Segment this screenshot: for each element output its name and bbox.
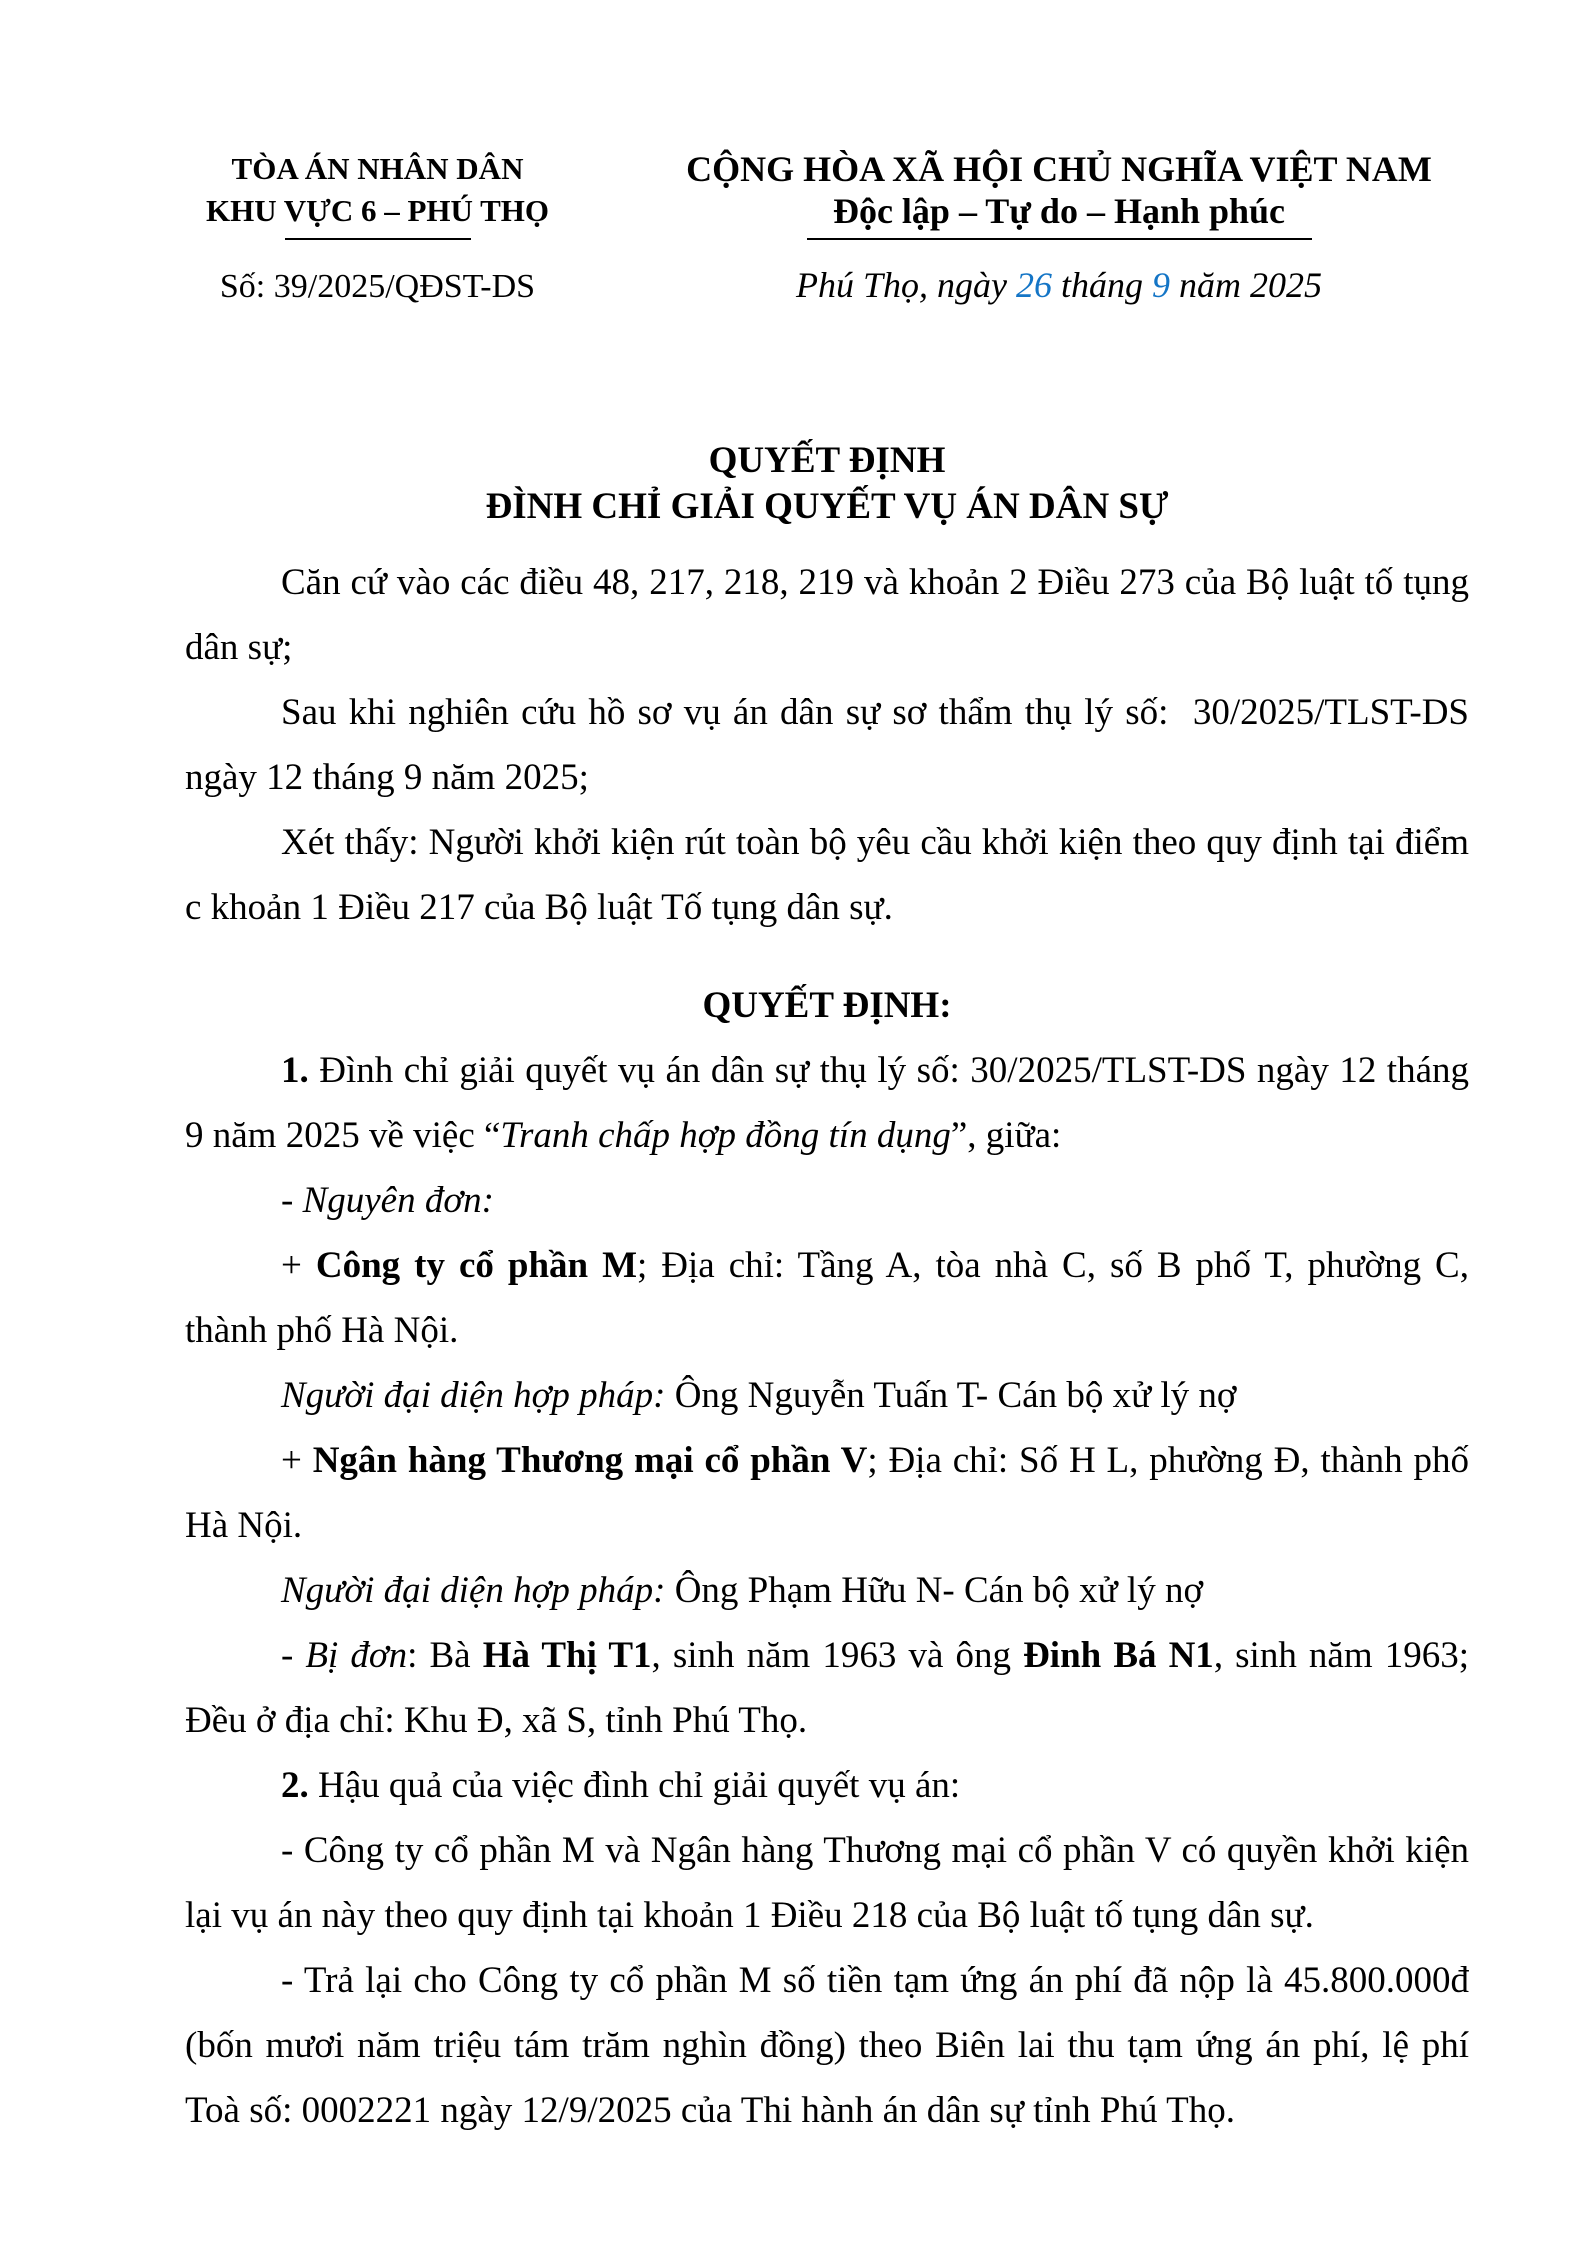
paragraph bbox=[185, 1168, 1469, 1233]
court-header-block bbox=[185, 148, 570, 310]
text-run: - bbox=[281, 1635, 306, 1676]
paragraph bbox=[185, 1818, 1469, 1948]
republic-name-line: CỘNG HÒA XÃ HỘI CHỦ NGHĨA VIỆT NAM bbox=[686, 149, 1432, 189]
text-run: 9 bbox=[1152, 265, 1170, 305]
republic-header-rule bbox=[807, 238, 1312, 240]
court-name-line1: TÒA ÁN NHÂN DÂN bbox=[231, 151, 524, 186]
paragraph bbox=[185, 1428, 1469, 1558]
text-run: - Nguyên đơn: bbox=[281, 1180, 494, 1221]
text-run: ; Địa chỉ: Số H L, phường Đ, thành phố Hà Nội. bbox=[185, 1440, 1469, 1546]
paragraph bbox=[185, 810, 1469, 940]
text-run: Phú Thọ, ngày bbox=[795, 265, 1016, 305]
document-title bbox=[185, 438, 1469, 530]
section-heading bbox=[185, 973, 1469, 1038]
text-run: : Bà bbox=[407, 1635, 483, 1676]
paragraph bbox=[185, 1753, 1469, 1818]
paragraph bbox=[185, 1233, 1469, 1363]
text-run: , sinh năm 1963 và ông bbox=[651, 1635, 1024, 1676]
text-run: Ông Nguyễn Tuấn T- Cán bộ xử lý nợ bbox=[665, 1375, 1237, 1416]
paragraph bbox=[185, 1948, 1469, 2143]
text-run: Đình chỉ giải quyết vụ án dân sự thụ lý số: 30/2025/TLST-DS ngày 12 tháng 9 năm 2025 về việc “ bbox=[185, 1050, 1469, 1156]
text-run: Người đại diện hợp pháp: bbox=[281, 1375, 666, 1416]
text-run: - Công ty cổ phần M và Ngân hàng Thương mại cổ phần V có quyền khởi kiện lại vụ án này theo quy định tại khoản 1 Điều 218 của Bộ luật tố tụng dân sự. bbox=[185, 1830, 1469, 1936]
document-number: Số: 39/2025/QĐST-DS bbox=[219, 268, 536, 305]
document-header bbox=[185, 148, 1469, 310]
text-run: Ông Phạm Hữu N- Cán bộ xử lý nợ bbox=[665, 1570, 1204, 1611]
text-run: , sinh năm 1963; Đều ở địa chỉ: Khu Đ, xã S, tỉnh Phú Thọ. bbox=[185, 1635, 1469, 1741]
text-run: tháng bbox=[1051, 265, 1152, 305]
republic-header-block bbox=[649, 148, 1469, 308]
document-body bbox=[185, 550, 1469, 2143]
text-run: 1. bbox=[281, 1050, 309, 1091]
document-title-line2: ĐÌNH CHỈ GIẢI QUYẾT VỤ ÁN DÂN SỰ bbox=[485, 486, 1169, 527]
court-name-line2: KHU VỰC 6 – PHÚ THỌ bbox=[205, 193, 550, 228]
text-run: Tranh chấp hợp đồng tín dụng bbox=[500, 1115, 951, 1156]
issue-date-line bbox=[649, 262, 1469, 308]
text-run: ; Địa chỉ: Tầng A, tòa nhà C, số B phố T, phường C, thành phố Hà Nội. bbox=[185, 1245, 1469, 1351]
text-run: Hậu quả của việc đình chỉ giải quyết vụ án: bbox=[308, 1765, 961, 1806]
text-run: QUYẾT ĐỊNH: bbox=[702, 985, 952, 1026]
paragraph bbox=[185, 1038, 1469, 1168]
paragraph bbox=[185, 1363, 1469, 1428]
text-run: 2. bbox=[281, 1765, 309, 1806]
text-run: + bbox=[281, 1440, 313, 1481]
text-run: Đinh Bá N1 bbox=[1023, 1635, 1214, 1676]
text-run: Xét thấy: Người khởi kiện rút toàn bộ yêu cầu khởi kiện theo quy định tại điểm c khoản 1 Điều 217 của Bộ luật Tố tụng dân sự. bbox=[185, 822, 1469, 928]
paragraph bbox=[185, 680, 1469, 810]
text-run: Ngân hàng Thương mại cổ phần V bbox=[312, 1440, 868, 1481]
text-run: Người đại diện hợp pháp: bbox=[281, 1570, 666, 1611]
republic-motto-line: Độc lập – Tự do – Hạnh phúc bbox=[832, 191, 1286, 231]
text-run: Căn cứ vào các điều 48, 217, 218, 219 và khoản 2 Điều 273 của Bộ luật tố tụng dân sự; bbox=[185, 562, 1469, 668]
paragraph bbox=[185, 1558, 1469, 1623]
text-run: Hà Thị T1 bbox=[482, 1635, 652, 1676]
text-run: Sau khi nghiên cứu hồ sơ vụ án dân sự sơ thẩm thụ lý số: 30/2025/TLST-DS ngày 12 tháng 9 năm 2025; bbox=[185, 692, 1469, 798]
text-run: năm 2025 bbox=[1170, 265, 1322, 305]
text-run: Bị đơn bbox=[305, 1635, 408, 1676]
court-header-rule bbox=[285, 238, 471, 240]
text-run: 26 bbox=[1015, 265, 1052, 305]
text-run: ”, giữa: bbox=[950, 1115, 1062, 1156]
text-run: Công ty cổ phần M bbox=[315, 1245, 638, 1286]
paragraph bbox=[185, 550, 1469, 680]
document-title-line1: QUYẾT ĐỊNH bbox=[708, 440, 946, 481]
text-run: + bbox=[281, 1245, 316, 1286]
paragraph bbox=[185, 1623, 1469, 1753]
text-run: - Trả lại cho Công ty cổ phần M số tiền tạm ứng án phí đã nộp là 45.800.000đ (bốn mươi năm triệu tám trăm nghìn đồng) theo Biên lai thu tạm ứng án phí, lệ phí Toà số: 0002221 ngày 12/9/2025 của Thi hành án dân sự tỉnh Phú Thọ. bbox=[185, 1960, 1469, 2131]
